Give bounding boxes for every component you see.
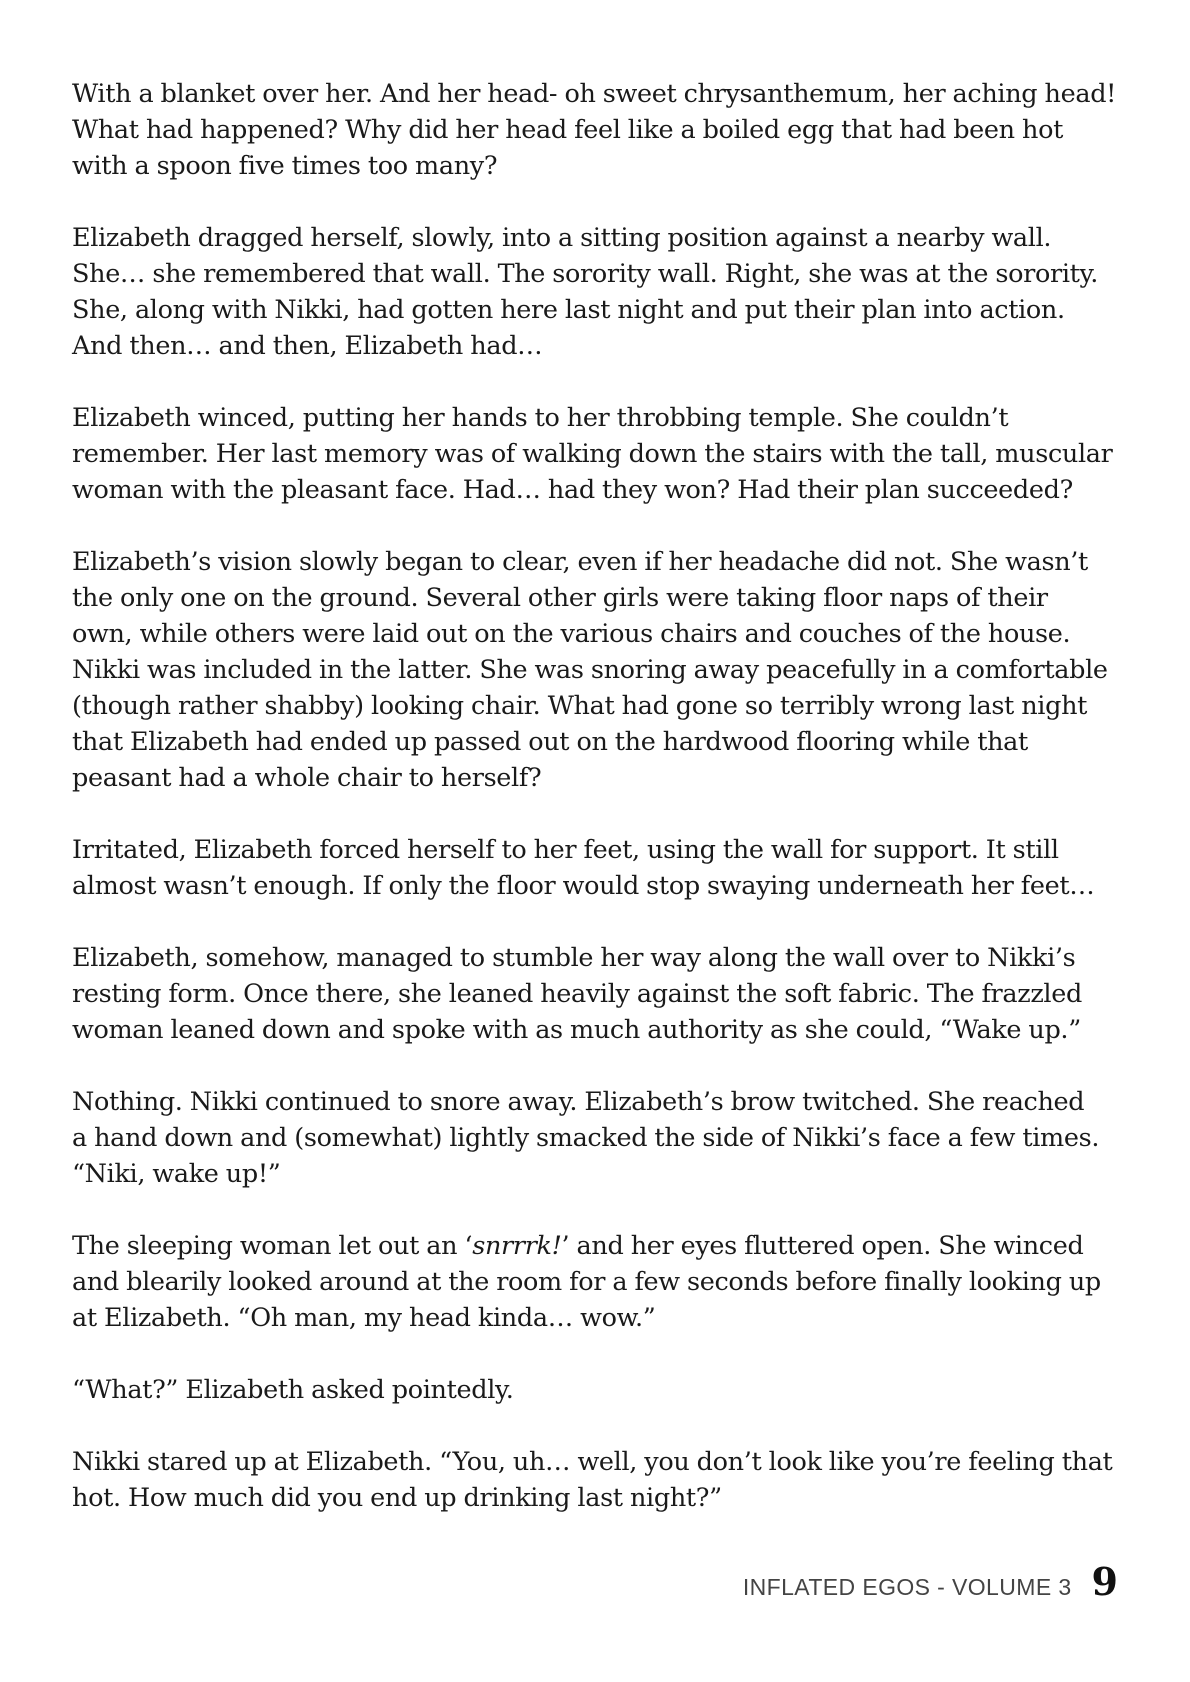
book-title: INFLATED EGOS - VOLUME 3 xyxy=(742,1574,1072,1600)
paragraph: Nikki stared up at Elizabeth. “You, uh… well, you don’t look like you’re feeling that hot. How much did you end up drinking last night?” xyxy=(72,1447,1113,1513)
paragraph: Elizabeth, somehow, managed to stumble her way along the wall over to Nikki’s resting form. Once there, she leaned heavily against the soft fabric. The frazzled woman leaned down and spoke with as much authority as she could, “Wake up.” xyxy=(72,943,1082,1045)
page-number: 9 xyxy=(1091,1559,1118,1604)
paragraph-text: ’ and her eyes fluttered open. She winced and blearily looked around at the room for a few seconds before finally looking up at Elizabeth. “Oh man, my head kinda… wow.” xyxy=(72,1231,1101,1333)
paragraph xyxy=(72,1228,1127,1336)
italic-sound-effect: snrrrk! xyxy=(472,1231,562,1261)
paragraph-text: The sleeping woman let out an ‘ xyxy=(72,1231,473,1261)
paragraph: Elizabeth winced, putting her hands to her throbbing temple. She couldn’t remember. Her last memory was of walking down the stairs with the tall, muscular woman with the pleasant face. Had… had they won? Had their plan succeeded? xyxy=(72,403,1113,505)
story-text xyxy=(72,76,1127,1552)
paragraph: “What?” Elizabeth asked pointedly. xyxy=(72,1375,514,1405)
paragraph: Nothing. Nikki continued to snore away. Elizabeth’s brow twitched. She reached a hand down and (somewhat) lightly smacked the side of Nikki’s face a few times. “Niki, wake up!” xyxy=(72,1087,1100,1189)
paragraph: Irritated, Elizabeth forced herself to her feet, using the wall for support. It still almost wasn’t enough. If only the floor would stop swaying underneath her feet… xyxy=(72,835,1095,901)
paragraph: Elizabeth’s vision slowly began to clear, even if her headache did not. She wasn’t the only one on the ground. Several other girls were taking floor naps of their own, while others were laid out on the various chairs and couches of the house. Nikki was included in the latter. She was snoring away peacefully in a comfortable (though rather shabby) looking chair. What had gone so terribly wrong last night that Elizabeth had ended up passed out on the hardwood flooring while that peasant had a whole chair to herself? xyxy=(72,547,1108,793)
paragraph: Elizabeth dragged herself, slowly, into a sitting position against a nearby wall. She… she remembered that wall. The sorority wall. Right, she was at the sorority. She, along with Nikki, had gotten here last night and put their plan into action. And then… and then, Elizabeth had… xyxy=(72,223,1098,361)
paragraph: With a blanket over her. And her head- oh sweet chrysanthemum, her aching head! What had happened? Why did her head feel like a boiled egg that had been hot with a spoon five times too many? xyxy=(72,79,1117,181)
page-footer xyxy=(743,1559,1118,1604)
